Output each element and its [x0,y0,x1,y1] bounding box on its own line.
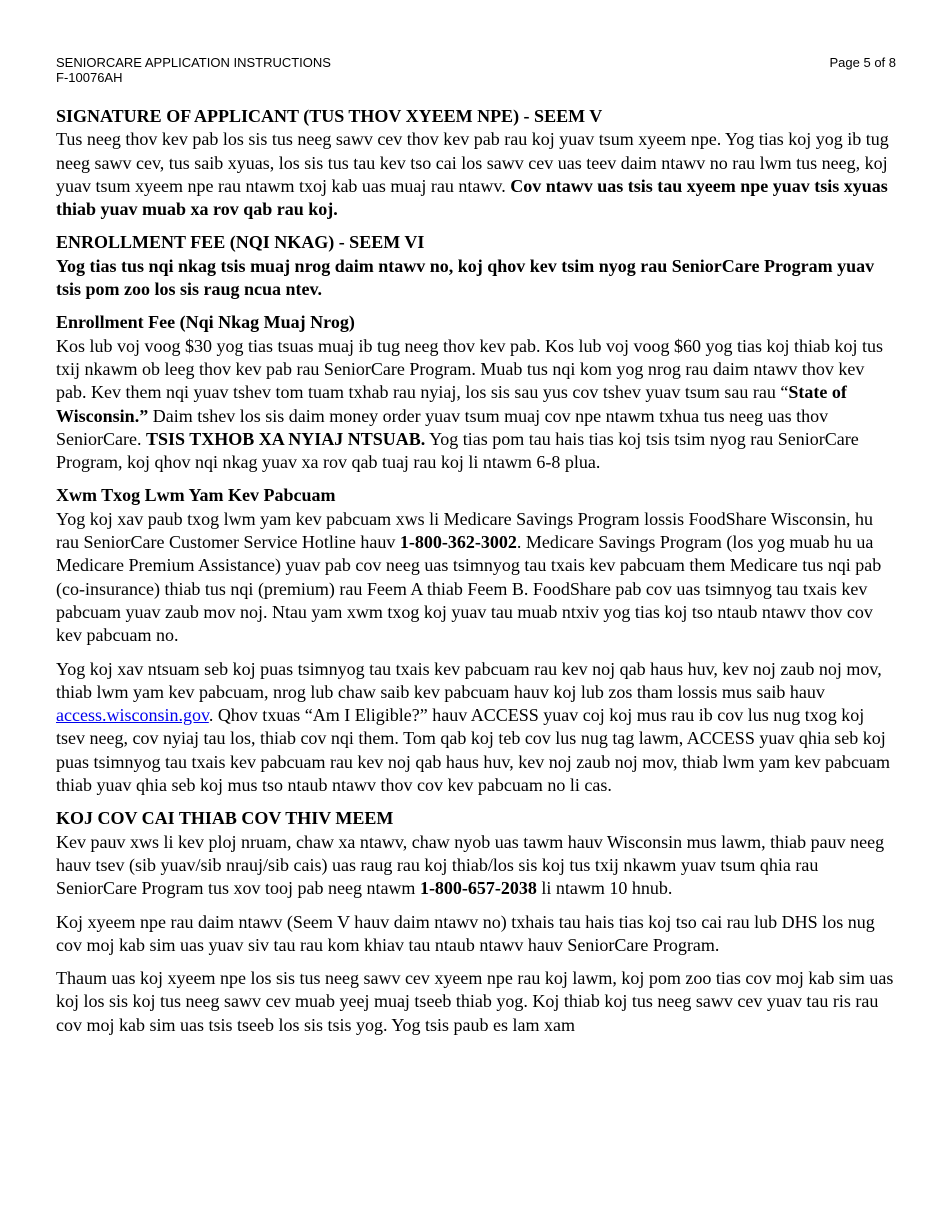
fee-detail-text-2: Daim tshev los sis daim money order yuav tsum muaj cov npe ntawm txhua tus neeg uas thov SeniorCare. [56,405,829,449]
rights-p1-text-1: Kev pauv xws li kev ploj nruam, chaw xa ntawv, chaw nyob uas tawm hauv Wisconsin mus lawm, thiab pauv neeg hauv tsev (sib yuav/sib nrauj/sib cais) uas raug rau koj thiab/los sis koj tus txij nkawm yuav tsum qhia rau SeniorCare Program tus xov tooj pab neeg ntawm [56,831,885,899]
form-number: F-10076AH [56,70,123,85]
assist-p2-text-2: . Qhov txuas “Am I Eligible?” hauv ACCESS yuav coj koj mus rau ib cov lus nug txog koj tsev neeg, cov nyiaj tau los, thiab cov nqi them. Tom qab koj teb cov lus nug tag lawm, ACCESS yuav qhia seb koj puas tsimnyog tau txais kev pabcuam rau kev noj qab haus huv, kev noj zaub noj mov, thiab lwm yam kev pabcuam thiab yuav qhia seb koj mus tso ntaub ntawv thov cov kev pabcuam no li cas. [56,705,890,796]
document-title: SENIORCARE APPLICATION INSTRUCTIONS [56,55,331,70]
fee-detail-heading: Enrollment Fee (Nqi Nkag Muaj Nrog) [56,312,355,333]
signature-section [56,105,896,221]
signature-text: Tus neeg thov kev pab los sis tus neeg sawv cev thov kev pab rau koj yuav tsum xyeem npe. Yog tias koj yog ib tug neeg sawv cev, tus saib xyuas, los sis tus tau kev tso cai los sawv cev uas teev daim ntawv no rau lwm tus neeg, koj yuav tsum xyeem npe rau ntawm txoj kab uas muaj rau ntawv. [56,129,889,196]
enrollment-fee-paragraph [56,255,896,302]
other-assistance-paragraph-2 [56,658,896,798]
rights-paragraph-1 [56,831,896,901]
rights-paragraph-2: Koj xyeem npe rau daim ntawv (Seem V hauv daim ntawv no) txhais tau hais tias koj tso cai rau lub DHS los nug cov moj kab sim uas yuav siv tau rau kom khiav tau ntaub ntawv hauv SeniorCare Program. [56,911,875,955]
other-assistance-paragraph-1 [56,508,896,648]
seniorcare-phone: 1-800-657-2038 [419,878,537,899]
assist-p2-text-1: Yog koj xav ntsuam seb koj puas tsimnyog tau txais kev pabcuam rau kev noj qab haus huv, kev noj zaub noj mov, thiab lwm yam kev pabcuam, nrog lub chaw saib kev pabcuam hauv koj lub zos tham lossis mus saib hauv [56,658,882,702]
other-assistance-heading: Xwm Txog Lwm Yam Kev Pabcuam [56,485,336,506]
header-left [56,55,331,85]
signature-paragraph [56,128,896,221]
signature-heading: SIGNATURE OF APPLICANT (TUS THOV XYEEM NPE) - SEEM V [56,106,603,126]
fee-detail-text-1: Kos lub voj voog $30 yog tias tsuas muaj ib tug neeg thov kev pab. Kos lub voj voog $60 yog tias koj thiab koj tus txij nkawm ob leeg thov kev pab rau SeniorCare Program. Muab tus nqi kom yog nrog rau daim ntawv thov kev pab. Kev them nqi yuav tshev tom tuam txhab rau nyiaj, los sis sau yus cov tshev yuav tsum sau rau “ [56,335,883,403]
rights-p1-text-2: li ntawm 10 hnub. [536,878,673,899]
enrollment-fee-warning: Yog tias tus nqi nkag tsis muaj nrog daim ntawv no, koj qhov kev tsim nyog rau SeniorCare Program yuav tsis pom zoo los sis raug ncua ntev. [56,255,875,300]
fee-detail-text-3: Yog tias pom tau hais tias koj tsis tsim nyog rau SeniorCare Program, koj qhov nqi nkag yuav xa rov qab tuaj rau koj li ntawm 6-8 plua. [56,428,859,473]
assist-text-2: . Medicare Savings Program (los yog muab hu ua Medicare Premium Assistance) yuav pab cov neeg uas tsimnyog tau txais kev pabcuam them Medicare tus nqi pab (co-insurance) thiab tus nqi (premium) rau Feem A thiab Feem B. FoodShare pab cov uas tsimnyog tau txais kev pabcuam yuav zaub mov noj. Ntau yam xwm txog koj yuav tau muab ntxiv yog tias koj tso ntaub ntawv thov cov kev pabcuam no. [56,532,882,646]
fee-detail-section [56,311,896,474]
signature-warning: Cov ntawv uas tsis tau xyeem npe yuav tsis xyuas thiab yuav muab xa rov qab rau koj. [56,175,888,220]
document-body [56,105,896,1047]
rights-section [56,807,896,1037]
fee-detail-paragraph [56,335,896,475]
enrollment-fee-section [56,231,896,301]
access-wisconsin-link[interactable]: access.wisconsin.gov [56,705,209,726]
fee-detail-payee: State of Wisconsin.” [56,382,847,426]
fee-detail-no-cash: TSIS TXHOB XA NYIAJ NTSUAB. [145,428,426,449]
other-assistance-section [56,484,896,797]
rights-heading: KOJ COV CAI THIAB COV THIV MEEM [56,808,394,829]
assist-text-1: Yog koj xav paub txog lwm yam kev pabcuam xws li Medicare Savings Program lossis FoodShare Wisconsin, hu rau SeniorCare Customer Service Hotline hauv [56,508,874,553]
hotline-phone: 1-800-362-3002 [399,532,517,553]
page-header [56,55,896,85]
rights-paragraph-3: Thaum uas koj xyeem npe los sis tus neeg sawv cev xyeem npe rau koj lawm, koj pom zoo tias cov moj kab sim uas koj los sis koj tus neeg sawv cev muab yeej muaj tseeb thiab yog. Koj thiab koj tus neeg sawv cev yuav tau ris rau cov moj kab sim uas tsis tseeb los sis tsis yog. Yog tsis paub es lam xam [56,968,894,1035]
enrollment-fee-heading: ENROLLMENT FEE (NQI NKAG) - SEEM VI [56,232,425,253]
page-number: Page 5 of 8 [829,55,896,70]
